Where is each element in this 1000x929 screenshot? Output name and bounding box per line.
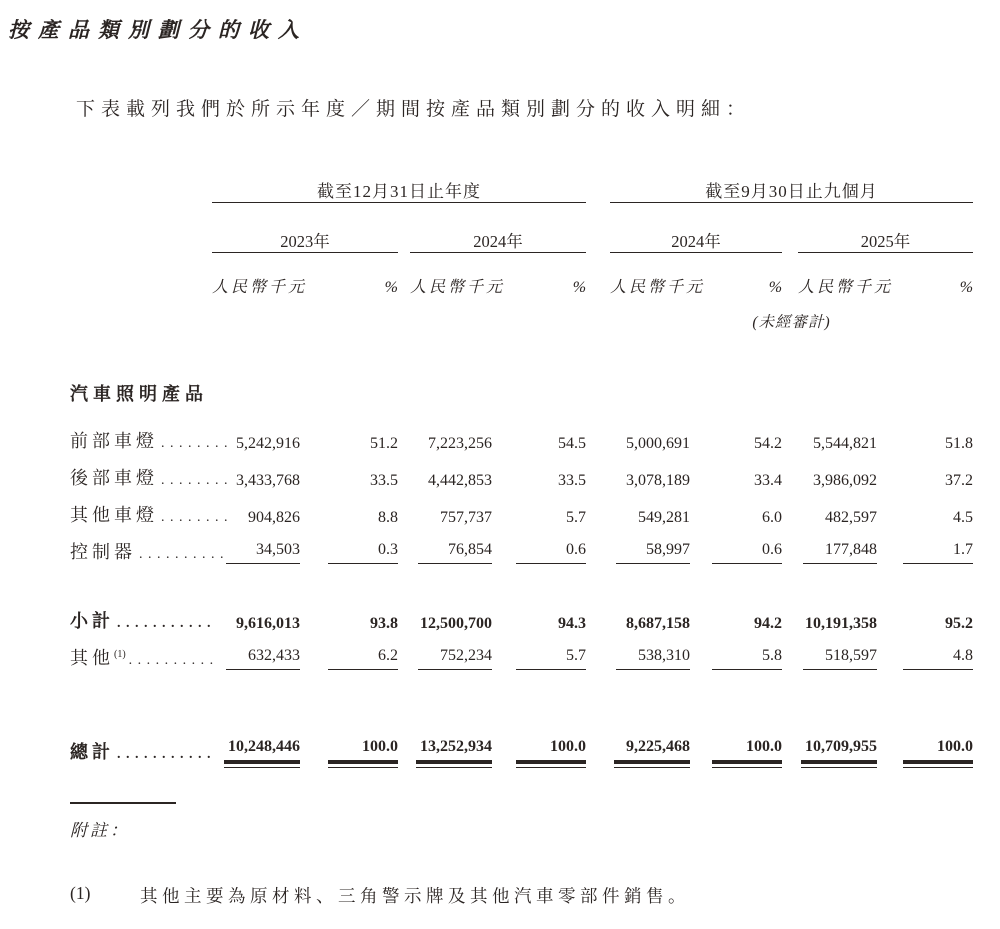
table-row-rear-lamps [70, 453, 973, 490]
row-label: 前部車燈 [70, 431, 158, 451]
amount-value: 752,234 [418, 647, 492, 670]
percent-value: 93.8 [370, 615, 398, 632]
amount-value: 549,281 [638, 509, 691, 526]
year-header-2023: 2023年 [212, 202, 398, 252]
percent-value: 100.0 [516, 738, 586, 764]
percent-value: 94.2 [754, 615, 783, 632]
percent-value: 51.2 [370, 435, 398, 452]
unit-label-pct: % [768, 279, 783, 296]
section-header-label: 汽車照明產品 [70, 384, 208, 404]
unit-label-rmb: 人民幣千元 [610, 279, 706, 296]
amount-value: 538,310 [616, 647, 690, 670]
table-row-total [70, 720, 973, 764]
amount-value: 5,000,691 [626, 435, 691, 452]
percent-value: 1.7 [903, 541, 973, 564]
percent-value: 37.2 [945, 472, 974, 489]
percent-value: 100.0 [328, 738, 398, 764]
page-title: 按產品類別劃分的收入 [8, 18, 308, 42]
dot-leader: .......... [139, 547, 229, 562]
percent-value: 33.4 [754, 472, 783, 489]
row-label: 其他車燈 [70, 505, 158, 525]
row-label: 其他 [70, 648, 114, 668]
amount-value: 34,503 [226, 541, 300, 564]
percent-value: 54.2 [754, 435, 783, 452]
unaudited-label: (未經審計) [752, 314, 831, 331]
table-row-front-lamps [70, 416, 973, 453]
amount-value: 632,433 [226, 647, 300, 670]
amount-value: 9,616,013 [236, 615, 300, 632]
unit-label-pct: % [384, 279, 398, 296]
percent-value: 0.6 [712, 541, 782, 564]
amount-value: 5,544,821 [813, 435, 878, 452]
unit-label-rmb: 人民幣千元 [212, 279, 308, 296]
amount-value: 3,433,768 [236, 472, 300, 489]
percent-value: 6.0 [762, 509, 783, 526]
amount-value: 518,597 [803, 647, 877, 670]
unit-label-pct: % [572, 279, 587, 296]
year-header-9m-2024: 2024年 [610, 202, 782, 252]
amount-value: 9,225,468 [614, 738, 690, 764]
intro-paragraph: 下表載列我們於所示年度／期間按產品類別劃分的收入明細： [76, 99, 752, 120]
percent-value: 5.8 [712, 647, 782, 670]
unit-label-rmb: 人民幣千元 [410, 279, 506, 296]
percent-value: 33.5 [370, 472, 398, 489]
dot-leader: ........... [117, 616, 216, 631]
amount-value: 7,223,256 [428, 435, 492, 452]
amount-value: 10,709,955 [801, 738, 877, 764]
row-label: 控制器 [70, 542, 136, 562]
percent-value: 54.5 [558, 435, 587, 452]
amount-value: 4,442,853 [428, 472, 492, 489]
row-label: 後部車燈 [70, 468, 158, 488]
percent-value: 100.0 [712, 738, 782, 764]
revenue-by-product-table [70, 161, 973, 764]
year-header-row [70, 202, 973, 252]
footnote-heading: 附註： [70, 821, 130, 840]
period-group-header-row [70, 161, 973, 202]
percent-value: 0.3 [328, 541, 398, 564]
percent-value: 5.7 [516, 647, 586, 670]
dot-leader: ........ [161, 473, 233, 488]
dot-leader: ........... [117, 747, 216, 762]
unit-label-pct: % [959, 279, 974, 296]
amount-value: 8,687,158 [626, 615, 691, 632]
percent-value: 4.5 [953, 509, 974, 526]
footnote-ref: (1) [114, 649, 126, 660]
amount-value: 10,191,358 [805, 615, 878, 632]
unit-header-row [70, 252, 973, 297]
amount-value: 12,500,700 [420, 615, 492, 632]
table-row-subtotal [70, 596, 973, 633]
row-label: 小計 [70, 611, 114, 631]
year-header-9m-2025: 2025年 [798, 202, 973, 252]
amount-value: 5,242,916 [236, 435, 300, 452]
dot-leader: ........ [161, 510, 233, 525]
percent-value: 51.8 [945, 435, 974, 452]
amount-value: 757,737 [440, 509, 492, 526]
footnote-separator [70, 802, 176, 804]
table-row-others [70, 633, 973, 670]
amount-value: 904,826 [248, 509, 300, 526]
percent-value: 0.6 [516, 541, 586, 564]
section-header-row [70, 378, 973, 416]
amount-value: 58,997 [616, 541, 690, 564]
percent-value: 33.5 [558, 472, 587, 489]
table-row-other-lamps [70, 490, 973, 527]
percent-value: 5.7 [566, 509, 587, 526]
footnote-item [70, 883, 1000, 908]
amount-value: 482,597 [825, 509, 878, 526]
amount-value: 13,252,934 [416, 738, 492, 764]
percent-value: 94.3 [558, 615, 587, 632]
group-header-9m: 截至9月30日止九個月 [610, 161, 973, 202]
amount-value: 177,848 [803, 541, 877, 564]
percent-value: 95.2 [945, 615, 974, 632]
group-header-fy: 截至12月31日止年度 [212, 161, 586, 202]
amount-value: 10,248,446 [224, 738, 300, 764]
amount-value: 3,078,189 [626, 472, 691, 489]
percent-value: 100.0 [903, 738, 973, 764]
unit-label-rmb: 人民幣千元 [798, 279, 894, 296]
dot-leader: .......... [128, 653, 219, 668]
year-header-2024: 2024年 [410, 202, 586, 252]
table-row-controllers [70, 527, 973, 564]
amount-value: 76,854 [418, 541, 492, 564]
row-label: 總計 [70, 742, 114, 762]
percent-value: 8.8 [378, 509, 398, 526]
footnote-text: 其他主要為原材料、三角警示牌及其他汽車零部件銷售。 [140, 886, 690, 906]
footnote-marker: (1) [70, 883, 91, 903]
percent-value: 4.8 [903, 647, 973, 670]
amount-value: 3,986,092 [813, 472, 878, 489]
prospectus-page [0, 14, 1000, 929]
percent-value: 6.2 [328, 647, 398, 670]
dot-leader: ........ [161, 436, 233, 451]
unaudited-note-row [70, 297, 973, 332]
